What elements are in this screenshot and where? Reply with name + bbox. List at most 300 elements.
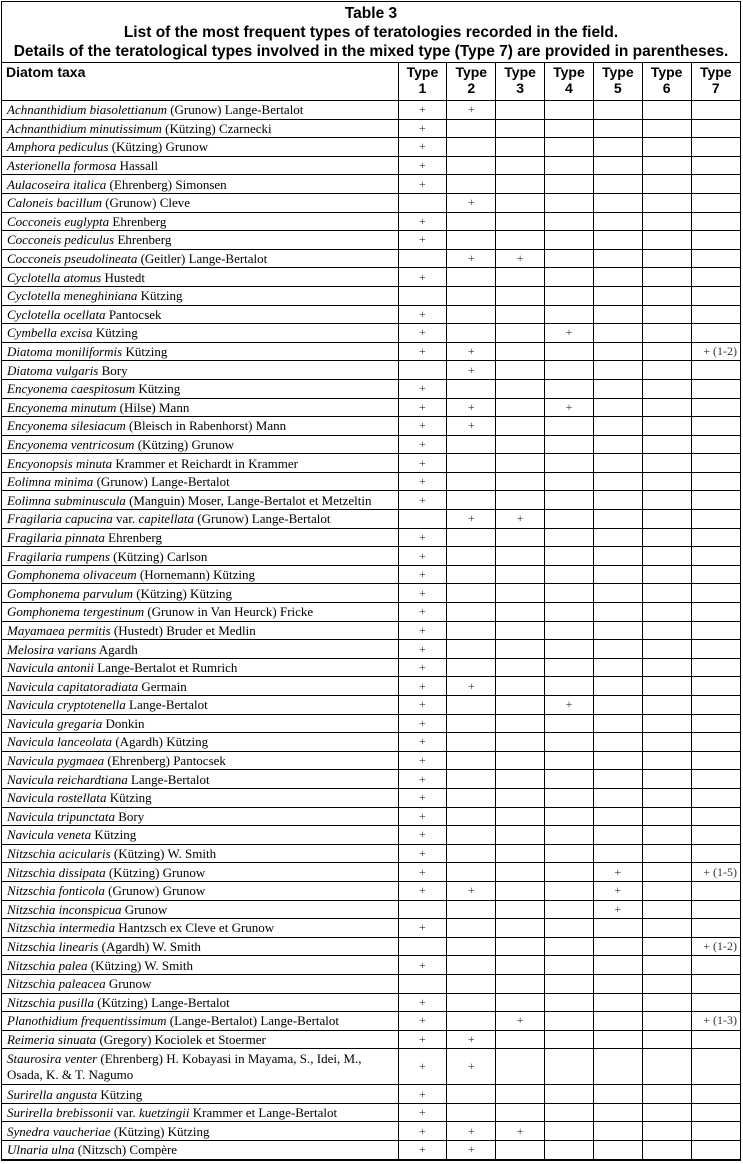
type-4-cell <box>545 268 594 287</box>
type-2-cell <box>447 993 496 1012</box>
type-2-cell <box>447 696 496 715</box>
table-row <box>2 1049 740 1085</box>
type-2-cell <box>447 231 496 250</box>
type-3-cell <box>496 1030 545 1049</box>
type-5-cell <box>593 435 642 454</box>
type-5-cell <box>593 714 642 733</box>
taxon-name: Encyonema caespitosum <box>7 381 136 397</box>
type-5-cell <box>593 844 642 863</box>
type-7-cell <box>691 677 740 696</box>
type-7-cell <box>691 454 740 473</box>
type-4-cell: + <box>545 398 594 417</box>
taxon-cell <box>2 324 398 343</box>
type-4-cell <box>545 1141 594 1160</box>
type-5-cell: + <box>593 863 642 882</box>
header-type-label: Type <box>553 64 585 80</box>
type-5-cell <box>593 231 642 250</box>
taxon-name: Ulnaria ulna <box>7 1142 75 1158</box>
type-6-cell <box>642 119 691 138</box>
header-type-label: Type <box>601 64 634 80</box>
taxon-authority: Lange-Bertalot <box>125 697 208 713</box>
type-4-cell <box>545 603 594 622</box>
taxon-authority: (Grunow) Grunow <box>104 883 206 899</box>
type-5-cell <box>593 937 642 956</box>
taxon-cell <box>2 788 398 807</box>
type-4-cell <box>545 658 594 677</box>
type-1-cell: + <box>398 714 447 733</box>
taxon-name: Achnanthidium minutissimum <box>7 120 162 136</box>
taxon-cell <box>2 249 398 268</box>
type-4-cell <box>545 138 594 157</box>
type-6-cell <box>642 974 691 993</box>
type-2-cell <box>447 714 496 733</box>
type-3-cell <box>496 156 545 175</box>
type-7-cell <box>691 101 740 120</box>
type-6-cell <box>642 788 691 807</box>
type-1-cell: + <box>398 1085 447 1104</box>
type-1-cell: + <box>398 770 447 789</box>
type-7-cell <box>691 621 740 640</box>
table-row <box>2 733 740 752</box>
type-2-cell: + <box>447 101 496 120</box>
taxon-cell <box>2 268 398 287</box>
type-1-cell: + <box>398 696 447 715</box>
type-6-cell <box>642 621 691 640</box>
type-2-cell <box>447 286 496 305</box>
type-7-cell <box>691 993 740 1012</box>
taxon-cell <box>2 621 398 640</box>
type-6-cell <box>642 1030 691 1049</box>
type-1-cell: + <box>398 1049 447 1085</box>
type-2-cell <box>447 472 496 491</box>
taxon-name: capitellata <box>138 511 195 527</box>
header-type-number: 2 <box>467 80 476 96</box>
type-4-cell <box>545 807 594 826</box>
type-2-cell <box>447 547 496 566</box>
type-4-cell <box>545 1012 594 1031</box>
taxon-name: Navicula cryptotenella <box>7 697 126 713</box>
taxon-name: Nitzschia intermedia <box>7 920 115 936</box>
type-6-cell <box>642 101 691 120</box>
type-1-cell: + <box>398 528 447 547</box>
type-3-cell: + <box>496 1012 545 1031</box>
type-3-cell <box>496 491 545 510</box>
type-7-cell <box>691 305 740 324</box>
table-row <box>2 268 740 287</box>
type-2-cell <box>447 1085 496 1104</box>
taxon-name: Nitzschia acicularis <box>7 846 111 862</box>
type-3-cell: + <box>496 249 545 268</box>
taxon-name: Diatoma moniliformis <box>7 344 123 360</box>
taxon-authority: (Kützing) Kützing <box>110 1123 210 1139</box>
type-2-cell <box>447 826 496 845</box>
taxon-authority: (Kützing) Grunow <box>108 139 209 155</box>
taxon-cell <box>2 640 398 659</box>
taxon-name: Surirella angusta <box>7 1086 98 1102</box>
taxon-cell <box>2 175 398 194</box>
type-2-cell: + <box>447 1141 496 1160</box>
type-4-cell <box>545 193 594 212</box>
type-2-cell <box>447 268 496 287</box>
type-2-cell <box>447 305 496 324</box>
type-3-cell <box>496 398 545 417</box>
taxon-name: Navicula antonii <box>7 660 95 676</box>
type-5-cell <box>593 826 642 845</box>
type-7-cell <box>691 881 740 900</box>
type-4-cell <box>545 379 594 398</box>
taxon-name: Amphora pediculus <box>7 139 109 155</box>
type-5-cell <box>593 193 642 212</box>
type-4-cell <box>545 974 594 993</box>
taxon-authority: (Grunow) Cleve <box>101 195 191 211</box>
type-5-cell <box>593 1030 642 1049</box>
type-6-cell <box>642 751 691 770</box>
taxon-authority: (Grunow) Lange-Bertalot <box>93 474 230 490</box>
type-3-cell <box>496 324 545 343</box>
taxon-cell <box>2 807 398 826</box>
table-caption-details: Details of the teratological types involved in the mixed type (Type 7) are provided in parentheses. <box>13 43 729 60</box>
taxon-authority: Hantzsch ex Cleve et Grunow <box>114 920 275 936</box>
type-6-cell <box>642 956 691 975</box>
type-2-cell <box>447 491 496 510</box>
table-row <box>2 156 740 175</box>
taxon-name: Gomphonema tergestinum <box>7 604 145 620</box>
taxon-name: Mayamaea permitis <box>7 622 111 638</box>
type-6-cell <box>642 156 691 175</box>
header-type-1 <box>398 63 447 101</box>
type-1-cell: + <box>398 324 447 343</box>
type-6-cell <box>642 919 691 938</box>
type-6-cell <box>642 491 691 510</box>
type-4-cell <box>545 621 594 640</box>
table-row <box>2 528 740 547</box>
taxon-cell <box>2 1122 398 1141</box>
type-1-cell: + <box>398 231 447 250</box>
type-1-cell <box>398 937 447 956</box>
type-3-cell <box>496 974 545 993</box>
type-5-cell <box>593 268 642 287</box>
header-type-6 <box>642 63 691 101</box>
type-4-cell <box>545 491 594 510</box>
type-7-cell <box>691 286 740 305</box>
type-5-cell <box>593 342 642 361</box>
type-5-cell <box>593 1103 642 1122</box>
type-4-cell <box>545 900 594 919</box>
type-4-cell <box>545 361 594 380</box>
taxon-cell <box>2 138 398 157</box>
taxon-name: Cymbella excisa <box>7 325 93 341</box>
type-5-cell <box>593 677 642 696</box>
taxon-cell <box>2 733 398 752</box>
table-row <box>2 361 740 380</box>
table-row <box>2 547 740 566</box>
type-1-cell: + <box>398 156 447 175</box>
taxon-name: Nitzschia paleacea <box>7 976 106 992</box>
type-7-cell <box>691 379 740 398</box>
taxon-name: Fragilaria capucina <box>7 511 113 527</box>
type-4-cell <box>545 547 594 566</box>
type-4-cell <box>545 249 594 268</box>
type-6-cell <box>642 454 691 473</box>
type-4-cell <box>545 677 594 696</box>
type-7-cell <box>691 900 740 919</box>
taxon-cell <box>2 101 398 120</box>
table-row <box>2 770 740 789</box>
table-row <box>2 1141 740 1160</box>
taxon-authority: (Nitzsch) Compère <box>74 1142 178 1158</box>
type-6-cell <box>642 231 691 250</box>
type-4-cell <box>545 937 594 956</box>
type-7-cell <box>691 826 740 845</box>
taxon-cell <box>2 379 398 398</box>
taxon-authority: (Kützing) Kützing <box>133 585 232 601</box>
type-4-cell <box>545 714 594 733</box>
type-5-cell <box>593 919 642 938</box>
type-6-cell <box>642 528 691 547</box>
taxon-authority: Ehrenberg <box>109 213 167 229</box>
table-row <box>2 119 740 138</box>
type-6-cell <box>642 770 691 789</box>
type-7-cell <box>691 956 740 975</box>
taxon-cell <box>2 342 398 361</box>
table-row <box>2 491 740 510</box>
type-6-cell <box>642 212 691 231</box>
taxon-authority: Kützing <box>122 344 168 360</box>
table-row <box>2 696 740 715</box>
table-3 <box>1 1 741 1161</box>
type-6-cell <box>642 547 691 566</box>
taxon-cell <box>2 1049 398 1085</box>
taxon-name: Nitzschia fonticola <box>7 883 105 899</box>
type-6-cell <box>642 379 691 398</box>
taxon-cell <box>2 1085 398 1104</box>
type-3-cell <box>496 640 545 659</box>
type-5-cell <box>593 491 642 510</box>
type-6-cell <box>642 435 691 454</box>
type-4-cell <box>545 305 594 324</box>
type-1-cell: + <box>398 956 447 975</box>
taxon-authority: Hassall <box>116 158 158 174</box>
type-3-cell <box>496 212 545 231</box>
table-number: Table 3 <box>344 5 398 22</box>
header-type-number: 4 <box>565 80 573 96</box>
taxon-cell <box>2 510 398 529</box>
type-6-cell <box>642 286 691 305</box>
type-3-cell <box>496 472 545 491</box>
type-6-cell <box>642 863 691 882</box>
type-4-cell <box>545 342 594 361</box>
table-row <box>2 1085 740 1104</box>
type-4-cell <box>545 863 594 882</box>
type-7-cell: + (1-2) <box>691 937 740 956</box>
type-5-cell <box>593 1122 642 1141</box>
type-2-cell <box>447 138 496 157</box>
type-5-cell <box>593 510 642 529</box>
type-5-cell <box>593 1049 642 1085</box>
type-2-cell <box>447 1103 496 1122</box>
type-2-cell <box>447 528 496 547</box>
type-2-cell <box>447 379 496 398</box>
type-2-cell <box>447 974 496 993</box>
type-6-cell <box>642 305 691 324</box>
type-4-cell <box>545 212 594 231</box>
type-3-cell <box>496 937 545 956</box>
type-5-cell <box>593 305 642 324</box>
taxon-authority: (Ehrenberg) Simonsen <box>106 176 227 192</box>
type-4-cell <box>545 1030 594 1049</box>
type-4-cell <box>545 956 594 975</box>
type-2-cell <box>447 807 496 826</box>
type-6-cell <box>642 138 691 157</box>
taxon-name: Encyonema ventricosum <box>7 436 135 452</box>
taxon-authority: Bory <box>114 808 145 824</box>
table-row <box>2 844 740 863</box>
table-row <box>2 751 740 770</box>
type-4-cell <box>545 844 594 863</box>
table-row <box>2 1122 740 1141</box>
type-7-cell <box>691 770 740 789</box>
taxon-name: Navicula reichardtiana <box>7 771 128 787</box>
table-row <box>2 231 740 250</box>
taxon-name: Navicula lanceolata <box>7 734 113 750</box>
type-5-cell <box>593 249 642 268</box>
type-3-cell <box>496 993 545 1012</box>
type-1-cell: + <box>398 863 447 882</box>
taxon-name: Synedra vaucheriae <box>7 1123 111 1139</box>
type-4-cell <box>545 733 594 752</box>
type-7-cell <box>691 156 740 175</box>
table-row <box>2 621 740 640</box>
taxon-name: Navicula pygmaea <box>7 753 105 769</box>
type-5-cell <box>593 454 642 473</box>
type-5-cell: + <box>593 881 642 900</box>
type-4-cell <box>545 1049 594 1085</box>
type-4-cell <box>545 751 594 770</box>
taxon-cell <box>2 993 398 1012</box>
table-row <box>2 919 740 938</box>
type-2-cell <box>447 584 496 603</box>
table-row <box>2 956 740 975</box>
taxon-authority: (Ehrenberg) H. Kobayasi in Mayama, S., Idei, M., Osada, K. & T. Nagumo <box>7 1051 362 1082</box>
type-2-cell <box>447 640 496 659</box>
type-1-cell: + <box>398 844 447 863</box>
taxon-name: Cyclotella meneghiniana <box>7 288 138 304</box>
type-4-cell <box>545 1085 594 1104</box>
header-type-label: Type <box>455 64 488 80</box>
type-1-cell <box>398 974 447 993</box>
type-1-cell: + <box>398 417 447 436</box>
table-row <box>2 175 740 194</box>
header-type-label: Type <box>504 64 536 80</box>
type-1-cell: + <box>398 268 447 287</box>
table-row <box>2 138 740 157</box>
type-7-cell <box>691 1103 740 1122</box>
taxon-cell <box>2 119 398 138</box>
taxon-name: Nitzschia dissipata <box>7 864 106 880</box>
taxon-authority: (Hilse) Mann <box>116 399 190 415</box>
type-7-cell <box>691 733 740 752</box>
taxon-name: Encyonema silesiacum <box>7 418 126 434</box>
header-row <box>2 63 740 101</box>
taxon-cell <box>2 863 398 882</box>
type-3-cell <box>496 268 545 287</box>
table-row <box>2 212 740 231</box>
type-2-cell: + <box>447 342 496 361</box>
type-1-cell <box>398 900 447 919</box>
type-7-cell <box>691 193 740 212</box>
type-1-cell: + <box>398 1141 447 1160</box>
type-7-cell <box>691 1085 740 1104</box>
taxon-name: Nitzschia inconspicua <box>7 901 122 917</box>
type-4-cell <box>545 286 594 305</box>
type-3-cell <box>496 751 545 770</box>
table-row <box>2 677 740 696</box>
header-type-number: 6 <box>662 80 671 96</box>
table-row <box>2 379 740 398</box>
taxon-authority: Lange-Bertalot <box>127 771 210 787</box>
taxon-authority: (Gregory) Kociolek et Stoermer <box>96 1031 266 1047</box>
type-7-cell <box>691 974 740 993</box>
type-2-cell <box>447 119 496 138</box>
taxon-cell <box>2 1141 398 1160</box>
taxon-cell <box>2 844 398 863</box>
type-1-cell <box>398 249 447 268</box>
type-3-cell <box>496 175 545 194</box>
type-7-cell <box>691 714 740 733</box>
type-2-cell <box>447 603 496 622</box>
taxon-cell <box>2 398 398 417</box>
type-1-cell: + <box>398 491 447 510</box>
type-2-cell <box>447 751 496 770</box>
type-4-cell <box>545 175 594 194</box>
type-7-cell <box>691 212 740 231</box>
type-6-cell <box>642 417 691 436</box>
table-row <box>2 881 740 900</box>
taxon-name: Gomphonema olivaceum <box>7 567 137 583</box>
type-3-cell <box>496 826 545 845</box>
type-3-cell <box>496 788 545 807</box>
table-row <box>2 900 740 919</box>
type-1-cell <box>398 286 447 305</box>
table-row <box>2 658 740 677</box>
teratology-table <box>2 63 740 1160</box>
type-2-cell: + <box>447 361 496 380</box>
header-type-number: 7 <box>711 80 720 96</box>
taxon-name: Cocconeis pseudolineata <box>7 251 138 267</box>
type-6-cell <box>642 268 691 287</box>
type-3-cell <box>496 138 545 157</box>
type-1-cell: + <box>398 640 447 659</box>
type-1-cell: + <box>398 621 447 640</box>
type-4-cell <box>545 528 594 547</box>
type-7-cell <box>691 175 740 194</box>
type-7-cell <box>691 547 740 566</box>
taxon-name: Reimeria sinuata <box>7 1031 97 1047</box>
type-2-cell: + <box>447 510 496 529</box>
type-6-cell <box>642 937 691 956</box>
type-6-cell <box>642 472 691 491</box>
table-row <box>2 863 740 882</box>
taxon-authority: Agardh <box>96 641 138 657</box>
type-2-cell <box>447 212 496 231</box>
type-3-cell <box>496 807 545 826</box>
type-5-cell <box>593 788 642 807</box>
type-6-cell <box>642 342 691 361</box>
taxon-name: Fragilaria pinnata <box>7 529 105 545</box>
header-type-4 <box>545 63 594 101</box>
table-row <box>2 324 740 343</box>
type-2-cell <box>447 175 496 194</box>
